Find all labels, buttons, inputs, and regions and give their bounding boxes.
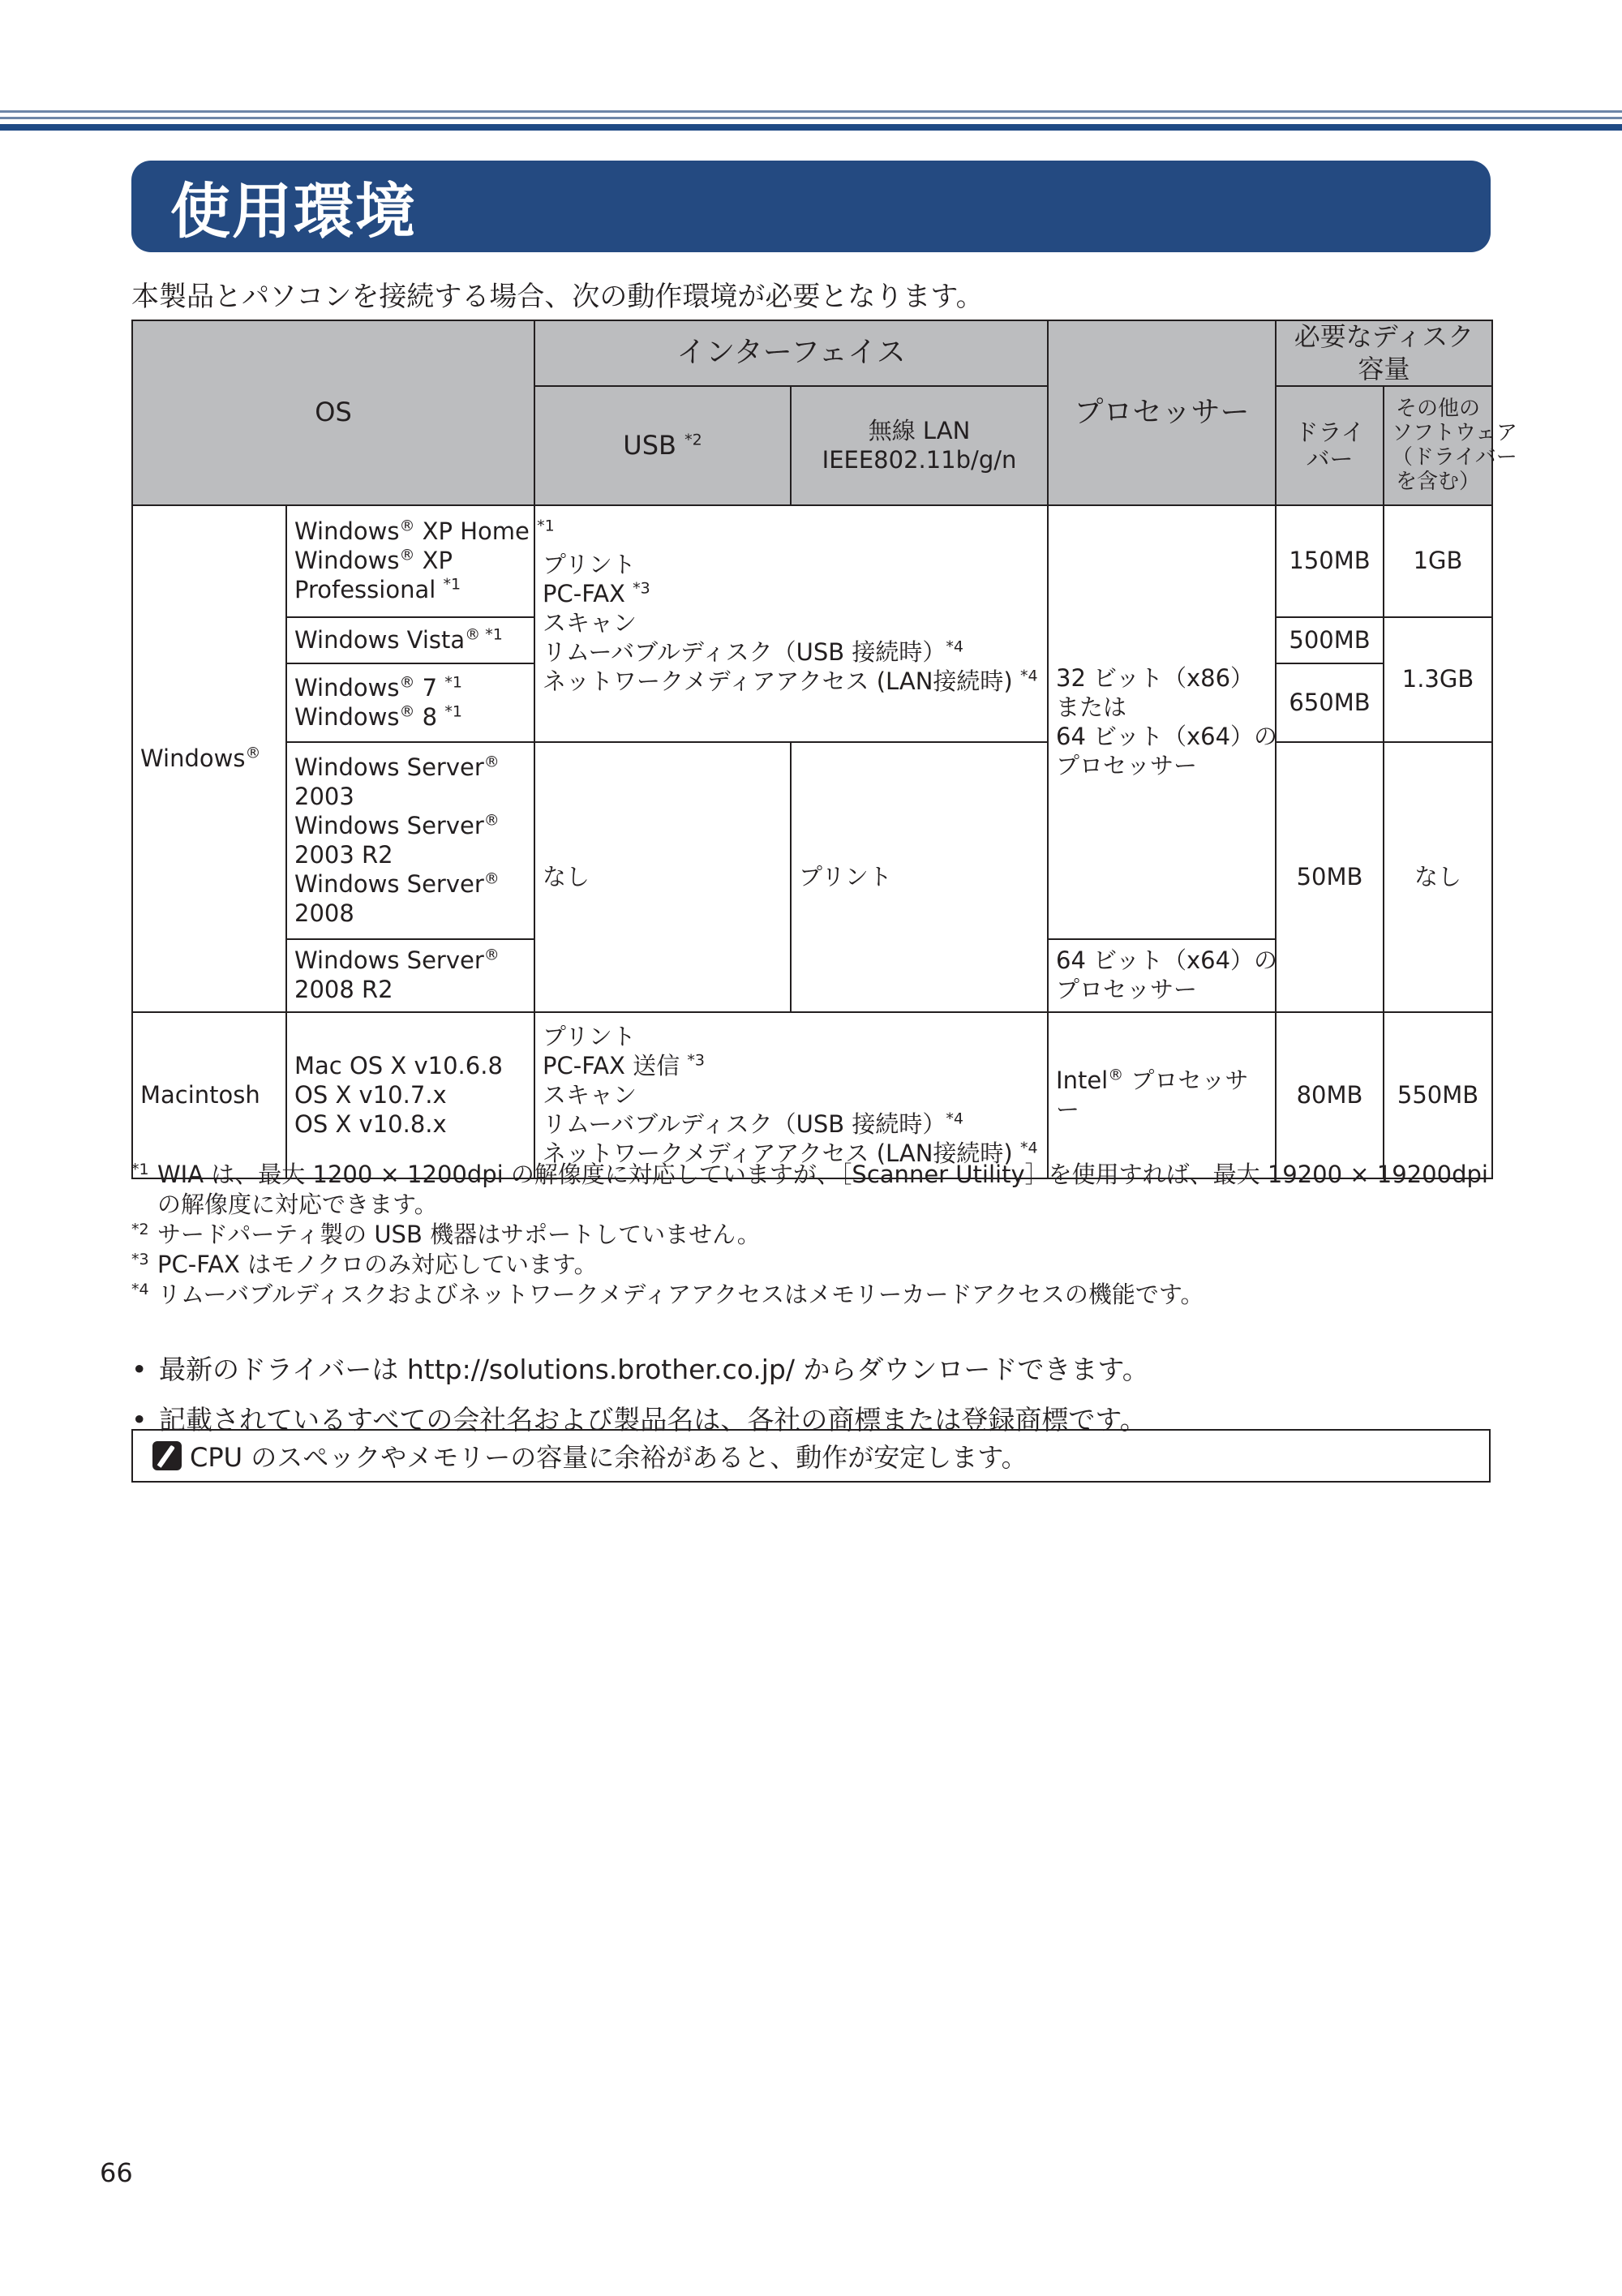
footnotes (131, 1160, 1494, 1310)
header-os: OS (132, 320, 534, 505)
server-usb-none: なし (534, 742, 791, 1012)
windows-interface-functions: プリント PC-FAX $^{*3}$ スキャン リムーバブルディスク（USB 接続時）$^{*4}$ ネットワークメディアアクセス (LAN接続時) $^{*4}$ (534, 505, 1048, 742)
xp-other-size: 1GB (1384, 505, 1492, 617)
xp-driver-size: 150MB (1276, 505, 1384, 617)
mac-interface-functions: プリント PC-FAX 送信 $^{*3}$ スキャン リムーバブルディスク（USB 接続時）$^{*4}$ ネットワークメディアアクセス (LAN接続時) $^{*4}$ (534, 1012, 1048, 1178)
page-number: 66 (100, 2157, 133, 2188)
server-driver-size: 50MB (1276, 742, 1384, 1012)
os-group-macintosh: Macintosh (132, 1012, 286, 1178)
server-other-size: なし (1384, 742, 1492, 1012)
os-windows-server-2003-2008: Windows Server® 2003 Windows Server® 2003 R2 Windows Server® 2008 (286, 742, 534, 939)
bullet-item: • 最新のドライバーは http://solutions.brother.co.jp/ からダウンロードできます。 (131, 1345, 1149, 1395)
header-driver: ドライバー (1276, 386, 1384, 505)
mac-processor: Intel® プロセッサー (1048, 1012, 1276, 1178)
intro-text: 本製品とパソコンを接続する場合、次の動作環境が必要となります。 (131, 281, 984, 313)
os-mac-versions: Mac OS X v10.6.8 OS X v10.7.x OS X v10.8.x (286, 1012, 534, 1178)
vista-driver-size: 500MB (1276, 617, 1384, 663)
top-decorative-rules (0, 110, 1622, 131)
memo-text: CPU のスペックやメモリーの容量に余裕があると、動作が安定します。 (190, 1442, 1028, 1473)
footnote: *4 リムーバブルディスクおよびネットワークメディアアクセスはメモリーカードアクセスの機能です。 (131, 1281, 1204, 1308)
os-windows-xp: Windows® XP Home $^{*1}$ Windows® XP Professional $^{*1}$ (286, 505, 534, 617)
header-processor: プロセッサー (1048, 320, 1276, 505)
header-wireless-lan: 無線 LAN IEEE802.11b/g/n (791, 386, 1048, 505)
memo-box (131, 1429, 1491, 1483)
header-disk-space: 必要なディスク容量 (1276, 320, 1492, 386)
w78-driver-size: 650MB (1276, 663, 1384, 742)
footnote: *2 サードパーティ製の USB 機器はサポートしていません。 (131, 1221, 761, 1248)
os-windows-7-8: Windows® 7 $^{*1}$ Windows® 8 $^{*1}$ (286, 663, 534, 742)
windows-processor: 32 ビット（x86） または 64 ビット（x64）の プロセッサー (1048, 505, 1276, 939)
mac-other-size: 550MB (1384, 1012, 1492, 1178)
bullet-item: • 記載されているすべての会社名および製品名は、各社の商標または登録商標です。 (131, 1395, 1149, 1445)
footnote: *1 WIA は、最大 1200 × 1200dpi の解像度に対応していますが、［Scanner Utility］を使用すれば、最大 19200 × 19200dpi の解像度に対応できます。 (131, 1161, 1488, 1218)
environment-table (131, 320, 1517, 1179)
os-group-windows: Windows® (132, 505, 286, 1012)
footnote: *3 PC-FAX はモノクロのみ対応しています。 (131, 1251, 598, 1278)
server-2008-r2-processor: 64 ビット（x64）の プロセッサー (1048, 939, 1276, 1012)
server-wlan-print: プリント (791, 742, 1048, 1012)
header-usb: USB $^{*2}$ (534, 386, 791, 505)
os-windows-server-2008-r2: Windows Server® 2008 R2 (286, 939, 534, 1012)
os-windows-vista: Windows Vista® $^{*1}$ (286, 617, 534, 663)
header-interface: インターフェイス (534, 320, 1048, 386)
memo-pencil-icon (152, 1441, 182, 1470)
section-title-banner (131, 161, 1491, 252)
page-title: 使用環境 (170, 176, 417, 247)
vista-w78-other-size: 1.3GB (1384, 617, 1492, 742)
header-other-software: その他の ソフトウェア （ドライバー を含む） (1384, 386, 1492, 505)
mac-driver-size: 80MB (1276, 1012, 1384, 1178)
